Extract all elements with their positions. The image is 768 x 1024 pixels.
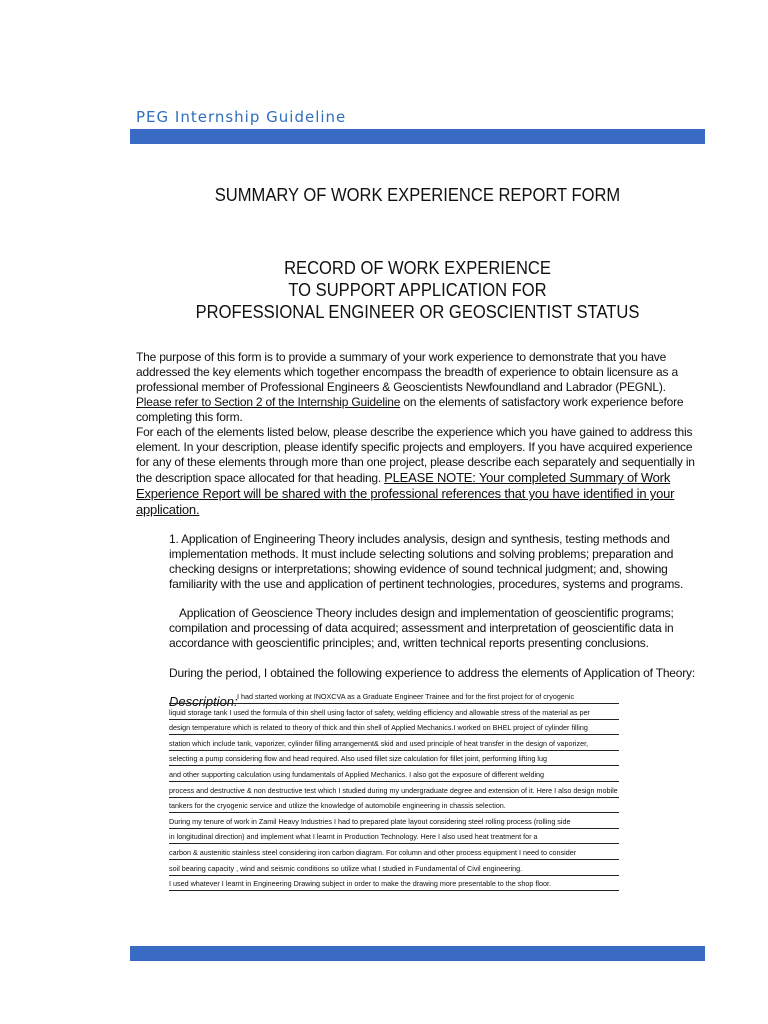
- description-line: in longitudinal direction) and implement what I learnt in Production Technology. Here I also used heat treatment for a: [169, 832, 619, 844]
- description-line: During my tenure of work in Zamil Heavy Industries I had to prepared plate layout considering steel rolling process (rolling side: [169, 817, 619, 829]
- description-line: liquid storage tank I used the formula of thin shell using factor of safety, welding efficiency and allowable stress of the material as per: [169, 708, 619, 720]
- description-label: Description:: [169, 694, 238, 709]
- purpose-text: The purpose of this form is to provide a summary of your work experience to demonstrate that you have addressed the key elements which together encompass the breadth of experience to obtain licensure as a professional member of Professional Engineers & Geoscientists Newfoundland and Labrador (PEGNL).: [136, 350, 678, 394]
- guideline-link[interactable]: Please refer to Section 2 of the Internship Guideline: [136, 395, 401, 409]
- description-line: and other supporting calculation using fundamentals of Applied Mechanics. I also got the exposure of different welding: [169, 770, 619, 782]
- form-title: SUMMARY OF WORK EXPERIENCE REPORT FORM: [214, 185, 621, 205]
- description-line: selecting a pump considering flow and head required. Also used fillet size calculation for fillet joint, performing lifting lug: [169, 754, 619, 766]
- purpose-paragraph: [136, 350, 696, 425]
- header-title: PEG Internship Guideline: [136, 108, 347, 126]
- description-line: design temperature which is related to theory of thick and thin shell of Applied Mechanics.I worked on BHEL project of cylinder filling: [169, 723, 619, 735]
- description-line: carbon & austenitic stainless steel considering iron carbon diagram. For column and other process equipment I need to consider: [169, 848, 619, 860]
- description-line: tankers for the cryogenic service and utilize the knowledge of automobile engineering in chassis selection.: [169, 801, 619, 813]
- purpose-tail: on the elements of satisfactory work experience before completing this form.: [136, 395, 684, 424]
- record-title-line-3: PROFESSIONAL ENGINEER OR GEOSCIENTIST STATUS: [195, 302, 640, 322]
- record-title-block: [153, 257, 682, 323]
- description-line: station which include tank, vaporizer, cylinder filling arrangement& skid and used principle of heat transfer in the design of vaporizer,: [169, 739, 619, 751]
- header-bar: [130, 129, 705, 144]
- description-line: process and destructive & non destructive test which I studied during my undergraduate degree and extension of it. Here I also design mobile: [169, 786, 619, 798]
- period-statement: During the period, I obtained the following experience to address the elements of Application of Theory:: [169, 666, 695, 680]
- engineering-theory-item: 1. Application of Engineering Theory includes analysis, design and synthesis, testing methods and implementation methods. It must include selecting solutions and solving problems; preparation and checking designs or interpretations; showing evidence of sound technical judgment; and, showing familiarity with the use and application of pertinent technologies, procedures, systems and programs.: [169, 532, 684, 591]
- description-line: I had started working at INOXCVA as a Graduate Engineer Trainee and for the first project for of cryogenic: [169, 692, 619, 704]
- record-title-line-1: RECORD OF WORK EXPERIENCE: [284, 258, 551, 278]
- record-title-line-2: TO SUPPORT APPLICATION FOR: [288, 280, 547, 300]
- instructions-text: For each of the elements listed below, please describe the experience which you have gained to address this element. In your description, please identify specific projects and employers. If you have acquired experience for any of these elements through more than one project, please describe each separately and sequentially in the description space allocated for that heading.: [136, 425, 695, 485]
- description-line: I used whatever I learnt in Engineering Drawing subject in order to make the drawing more presentable to the shop floor.: [169, 879, 619, 891]
- description-line: soil bearing capacity , wind and seismic conditions so utilize what I studied in Fundamental of Civil engineering.: [169, 864, 619, 876]
- instructions-paragraph: [136, 425, 696, 518]
- please-note: PLEASE NOTE: Your completed Summary of Work Experience Report will be shared with the professional references that you have identified in your application.: [136, 470, 675, 517]
- geoscience-theory-item: Application of Geoscience Theory includes design and implementation of geoscientific programs; compilation and processing of data acquired; assessment and interpretation of geoscientific data in accordance with geoscientific principles; and, written technical reports presenting conclusions.: [169, 606, 674, 650]
- footer-bar: [130, 946, 705, 961]
